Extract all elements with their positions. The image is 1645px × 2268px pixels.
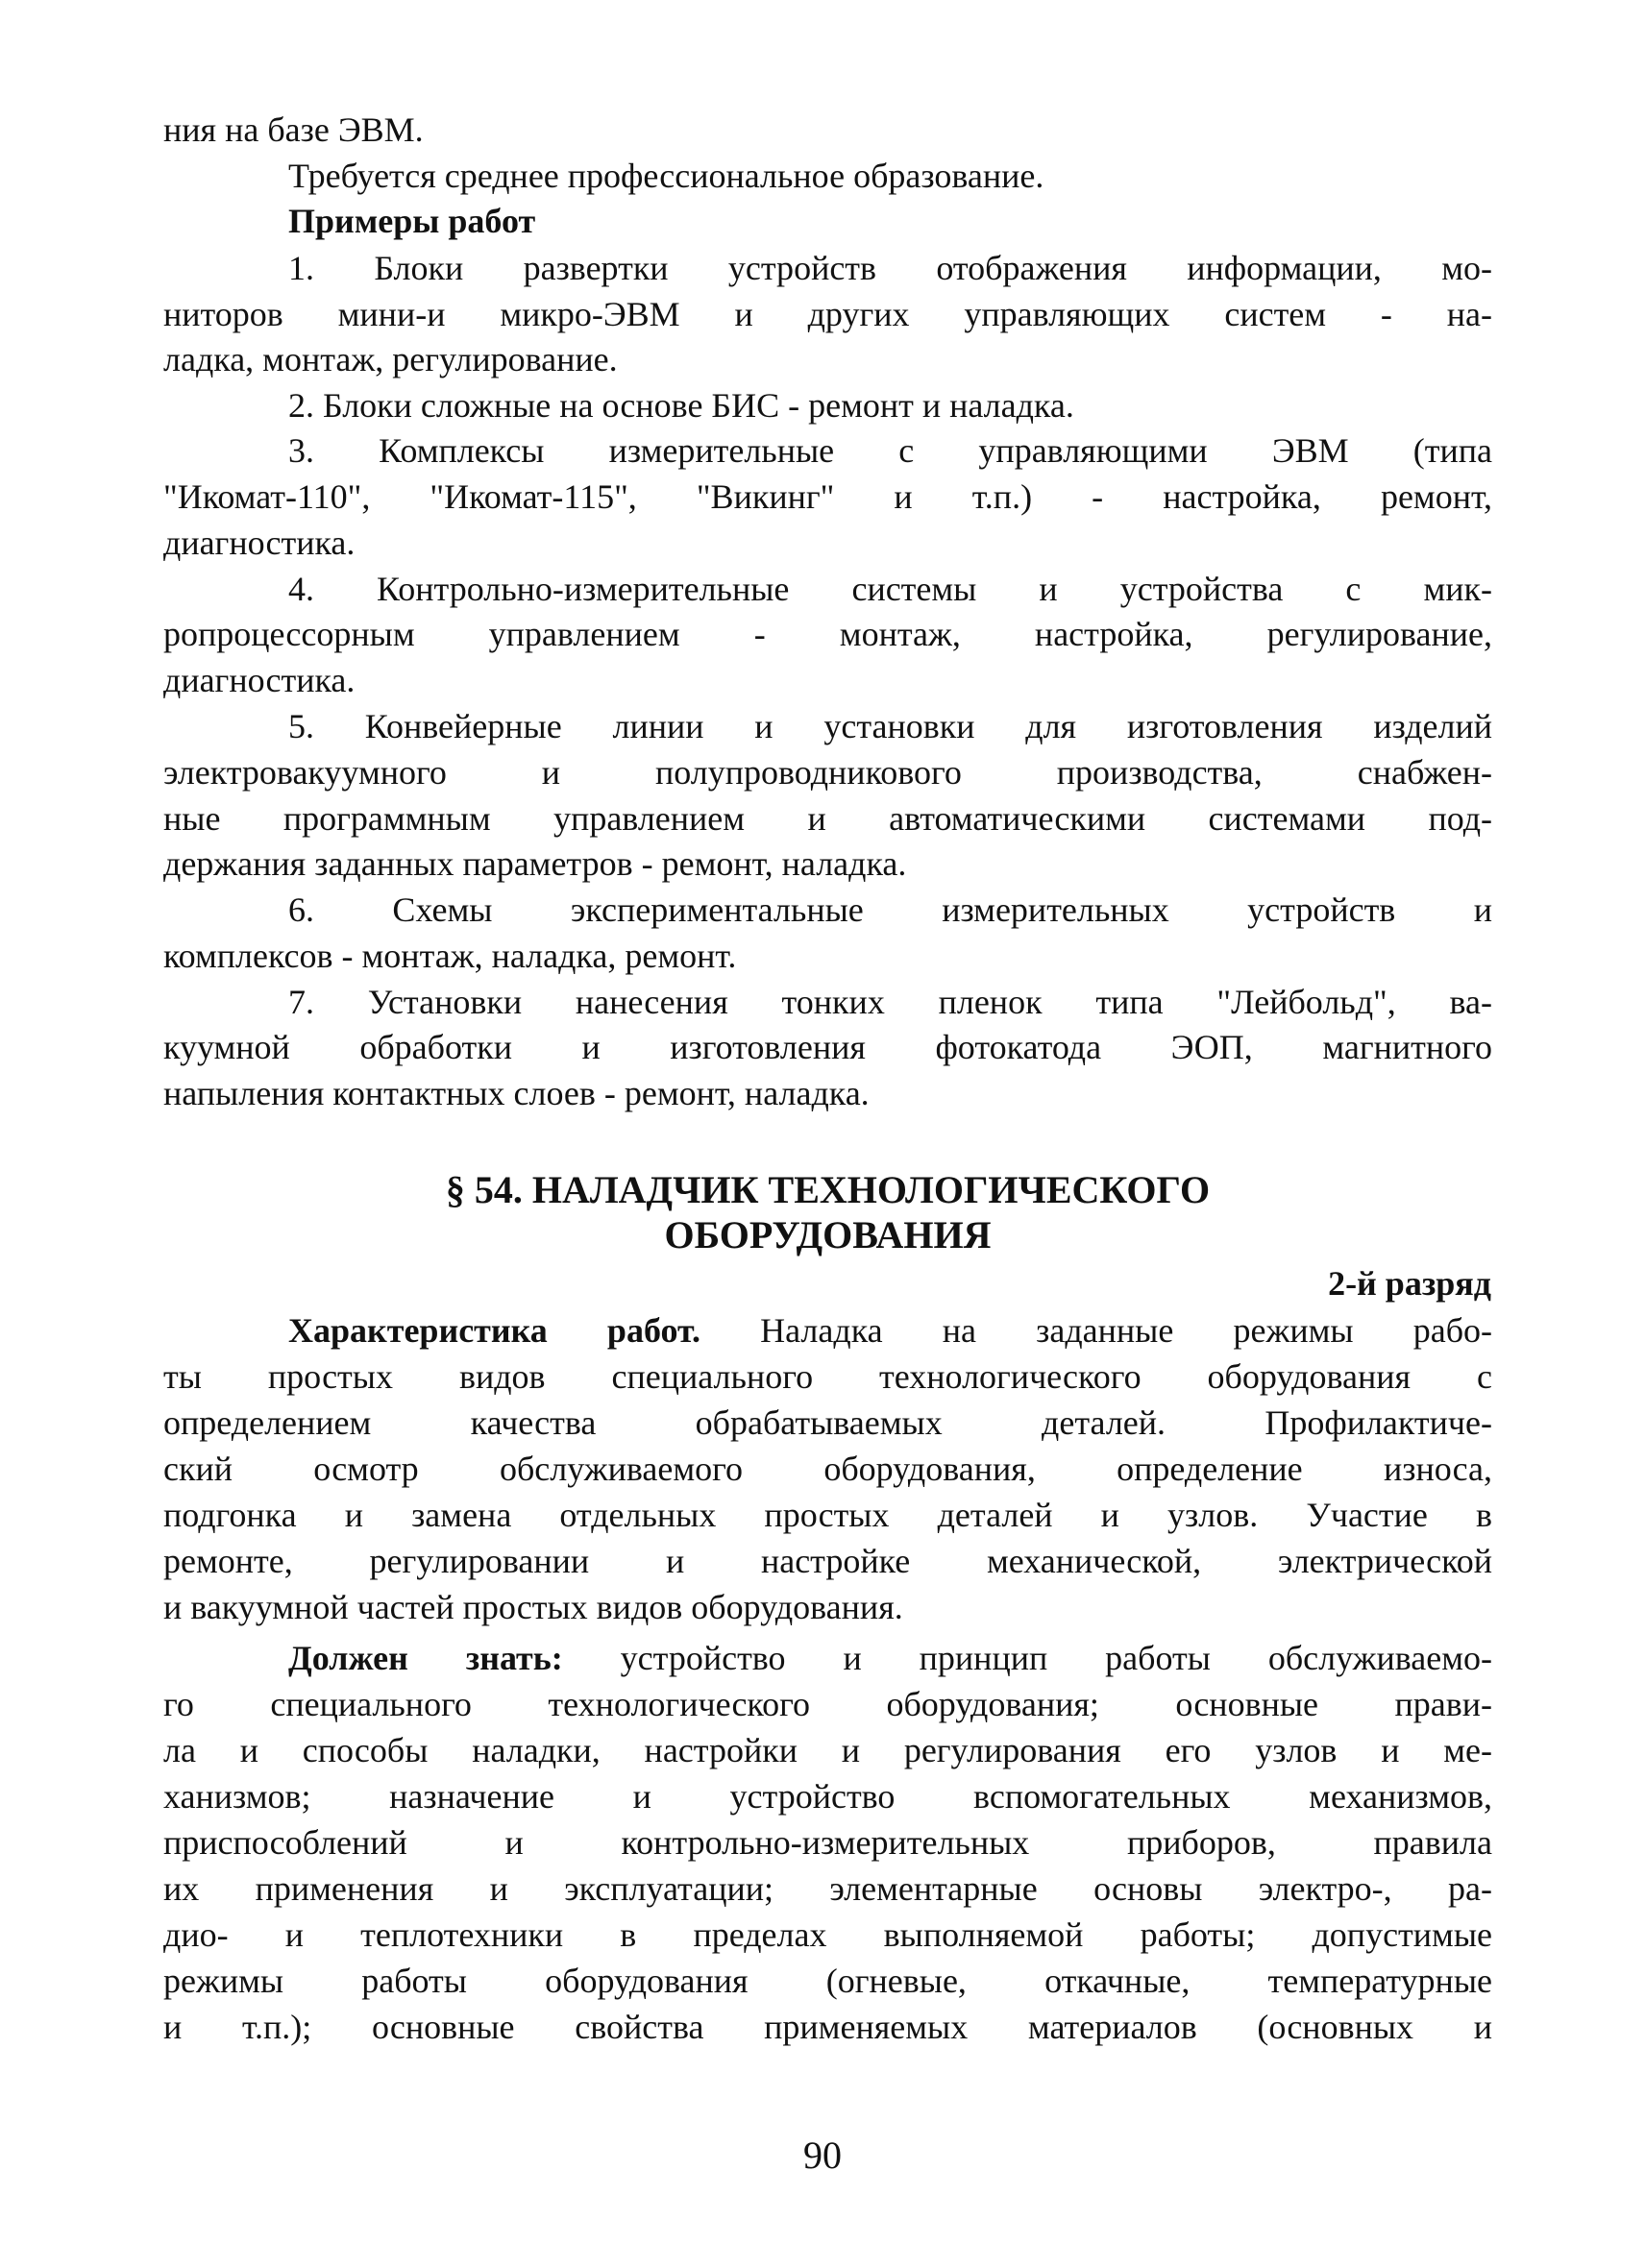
page-number: 90 — [803, 2134, 842, 2177]
text-line: их применения и эксплуатации; элементарные основы электро-, ра- — [163, 1869, 1492, 1908]
text-line: режимы работы оборудования (огневые, откачные, температурные — [163, 1962, 1492, 2000]
text-line: ский осмотр обслуживаемого оборудования, определение износа, — [163, 1450, 1492, 1488]
section-heading-line1: § 54. НАЛАДЧИК ТЕХНОЛОГИЧЕСКОГО — [445, 1168, 1211, 1211]
text-line: куумной обработки и изготовления фотокатода ЭОП, магнитного — [163, 1028, 1492, 1066]
text-line: Наладка на заданные режимы рабо- — [760, 1311, 1493, 1350]
text-line: 5. Конвейерные линии и установки для изготовления изделий — [288, 707, 1492, 745]
text-line: 4. Контрольно-измерительные системы и устройства с мик- — [288, 570, 1492, 608]
text-line: напыления контактных слоев - ремонт, наладка. — [163, 1074, 870, 1112]
text-line: ниторов мини-и микро-ЭВМ и других управляющих систем - на- — [163, 295, 1492, 333]
text-line: и т.п.); основные свойства применяемых материалов (основных и — [163, 2008, 1492, 2046]
rank-label: 2-й разряд — [1328, 1264, 1491, 1303]
text-line: Требуется среднее профессиональное образование. — [288, 157, 1044, 195]
must-know-label: Должен знать: — [288, 1639, 563, 1677]
text-line: держания заданных параметров - ремонт, наладка. — [163, 844, 907, 883]
text-line: и вакуумной частей простых видов оборудования. — [163, 1588, 903, 1626]
text-line: приспособлений и контрольно-измерительных приборов, правила — [163, 1823, 1492, 1862]
text-line: подгонка и замена отдельных простых деталей и узлов. Участие в — [163, 1496, 1492, 1534]
text-line: "Икомат-110", "Икомат-115", "Викинг" и т.п.) - настройка, ремонт, — [163, 477, 1492, 516]
text-line: ханизмов; назначение и устройство вспомогательных механизмов, — [163, 1777, 1492, 1816]
text-line: диагностика. — [163, 524, 356, 562]
text-line: 1. Блоки развертки устройств отображения информации, мо- — [288, 249, 1492, 287]
text-line: электровакуумного и полупроводникового производства, снабжен- — [163, 753, 1492, 792]
text-line: ладка, монтаж, регулирование. — [163, 340, 618, 378]
text-line: 2. Блоки сложные на основе БИС - ремонт и наладка. — [288, 386, 1074, 425]
examples-heading: Примеры работ — [288, 202, 536, 240]
text-line: ремонте, регулировании и настройке механической, электрической — [163, 1542, 1492, 1580]
text-line: диагностика. — [163, 661, 356, 699]
text-line: комплексов - монтаж, наладка, ремонт. — [163, 937, 737, 975]
text-line: ты простых видов специального технологического оборудования с — [163, 1357, 1492, 1396]
text-line: 7. Установки нанесения тонких пленок типа "Лейбольд", ва- — [288, 983, 1492, 1021]
text-line: ния на базе ЭВМ. — [163, 110, 424, 149]
text-line: ла и способы наладки, настройки и регулирования его узлов и ме- — [163, 1731, 1492, 1769]
text-line: ропроцессорным управлением - монтаж, настройка, регулирование, — [163, 615, 1492, 653]
text-line: го специального технологического оборудования; основные прави- — [163, 1685, 1492, 1723]
text-line: ные программным управлением и автоматическими системами под- — [163, 799, 1492, 838]
text-line: определением качества обрабатываемых деталей. Профилактиче- — [163, 1403, 1492, 1442]
text-line: устройство и принцип работы обслуживаемо- — [620, 1639, 1493, 1677]
must-know-first-line — [288, 1641, 1492, 1675]
text-line: дио- и теплотехники в пределах выполняемой работы; допустимые — [163, 1915, 1492, 1954]
characteristic-first-line — [288, 1313, 1492, 1348]
text-line: 6. Схемы экспериментальные измерительных устройств и — [288, 890, 1492, 929]
text-line: 3. Комплексы измерительные с управляющими ЭВМ (типа — [288, 431, 1492, 470]
characteristic-label: Характеристика работ. — [288, 1311, 700, 1350]
section-heading-line2: ОБОРУДОВАНИЯ — [664, 1213, 992, 1256]
